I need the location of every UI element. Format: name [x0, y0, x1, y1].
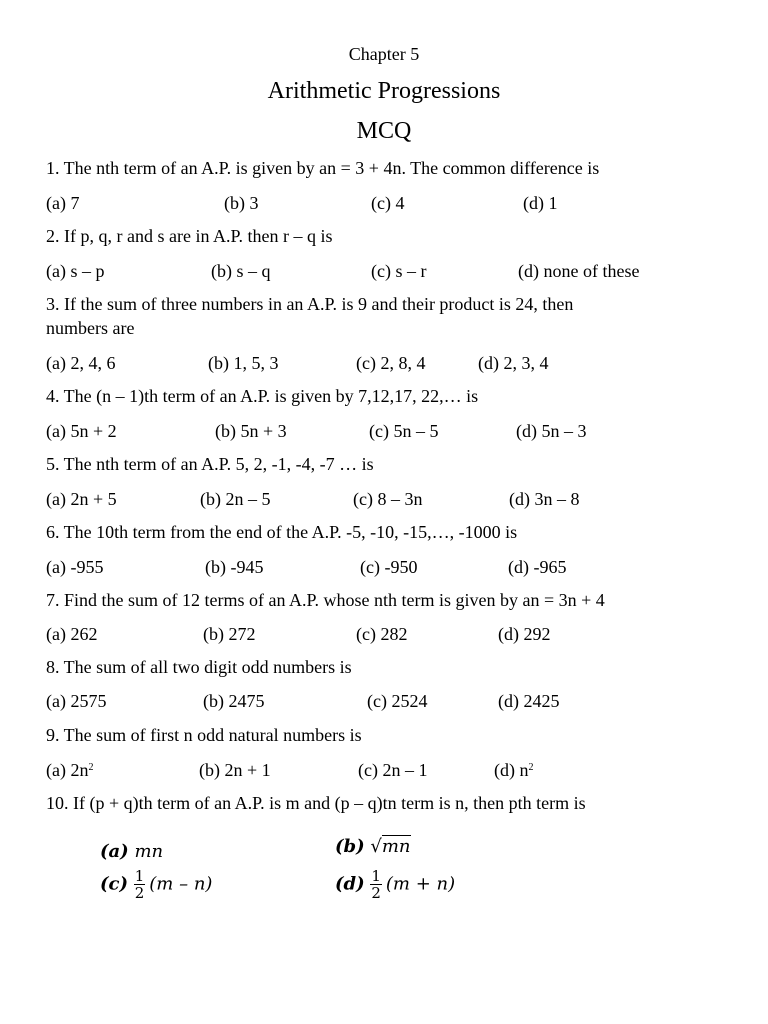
question-7: 7. Find the sum of 12 terms of an A.P. whose nth term is given by an = 3n + 4	[46, 590, 605, 610]
q10-option-c-expr: (m – n)	[149, 873, 213, 895]
q2-option-c: (c) s – r	[371, 261, 427, 281]
section-title: MCQ	[356, 118, 412, 144]
q5-option-a: (a) 2n + 5	[46, 489, 117, 509]
q6-option-d: (d) -965	[508, 557, 567, 577]
q1-option-d: (d) 1	[523, 193, 558, 213]
q4-option-b: (b) 5n + 3	[215, 421, 287, 441]
question-2: 2. If p, q, r and s are in A.P. then r – q is	[46, 226, 333, 246]
q7-option-c: (c) 282	[356, 624, 408, 644]
q7-option-b: (b) 272	[203, 624, 256, 644]
q10-option-c	[100, 868, 212, 901]
question-8: 8. The sum of all two digit odd numbers is	[46, 657, 352, 677]
q4-option-a: (a) 5n + 2	[46, 421, 117, 441]
q9-option-b: (b) 2n + 1	[199, 760, 271, 780]
q4-option-c: (c) 5n – 5	[369, 421, 439, 441]
q8-option-c: (c) 2524	[367, 691, 428, 711]
q9-option-a-exponent: 2	[88, 762, 94, 773]
q3-option-c: (c) 2, 8, 4	[356, 353, 426, 373]
q6-option-b: (b) -945	[205, 557, 264, 577]
question-6: 6. The 10th term from the end of the A.P. -5, -10, -15,…, -1000 is	[46, 522, 518, 542]
q6-option-a: (a) -955	[46, 557, 104, 577]
q6-option-c: (c) -950	[360, 557, 418, 577]
q2-option-d: (d) none of these	[518, 261, 640, 281]
q3-option-d: (d) 2, 3, 4	[478, 353, 549, 373]
q10-option-a	[100, 841, 163, 862]
q8-option-d: (d) 2425	[498, 691, 560, 711]
q1-option-b: (b) 3	[224, 193, 259, 213]
q9-option-d: (d) $n^2$	[494, 760, 534, 780]
q10-option-a-expr: mn	[134, 841, 164, 862]
q10-option-d-label: (d)	[335, 873, 365, 895]
q9-option-d-exponent: 2	[528, 762, 534, 773]
q2-option-b: (b) s – q	[211, 261, 271, 281]
question-3: 3. If the sum of three numbers in an A.P. is 9 and their product is 24, then	[46, 294, 574, 314]
q9-option-c: (c) 2n – 1	[358, 760, 428, 780]
q7-option-d: (d) 292	[498, 624, 551, 644]
q10-option-b-label: (b)	[335, 836, 365, 857]
q10-option-c-fraction: $\frac{1}{2}$	[134, 867, 145, 902]
question-10: 10. If (p + q)th term of an A.P. is m and (p – q)tn term is n, then pth term is	[46, 793, 586, 813]
chapter-label: Chapter 5	[348, 44, 420, 64]
q10-option-d-fraction: $\frac{1}{2}$	[371, 867, 381, 902]
question-9: 9. The sum of first n odd natural numbers is	[46, 725, 362, 745]
q10-option-b-radical: √	[370, 836, 382, 857]
q8-option-b: (b) 2475	[203, 691, 265, 711]
q10-option-a-label: (a)	[100, 841, 129, 862]
q2-option-a: (a) s – p	[46, 261, 105, 281]
q1-option-a: (a) 7	[46, 193, 80, 213]
q10-option-d-expr: (m + n)	[385, 873, 456, 895]
q9-option-a: (a) $2n^2$	[46, 760, 94, 780]
q10-option-b	[335, 836, 411, 857]
q10-option-b-expr: mn	[381, 836, 411, 857]
q10-option-c-label: (c)	[100, 873, 128, 895]
q3-option-a: (a) 2, 4, 6	[46, 353, 116, 373]
question-4: 4. The (n – 1)th term of an A.P. is given by 7,12,17, 22,… is	[46, 386, 479, 406]
q4-option-d: (d) 5n – 3	[516, 421, 587, 441]
q3-option-b: (b) 1, 5, 3	[208, 353, 279, 373]
q5-option-c: (c) 8 – 3n	[353, 489, 423, 509]
q7-option-a: (a) 262	[46, 624, 98, 644]
q5-option-b: (b) 2n – 5	[200, 489, 271, 509]
q5-option-d: (d) 3n – 8	[509, 489, 580, 509]
question-5: 5. The nth term of an A.P. 5, 2, -1, -4, -7 … is	[46, 454, 374, 474]
q1-option-c: (c) 4	[371, 193, 405, 213]
q8-option-a: (a) 2575	[46, 691, 107, 711]
q10-option-d	[335, 868, 455, 901]
question-3-line-2: numbers are	[46, 318, 135, 338]
page-title: Arithmetic Progressions	[267, 78, 501, 104]
question-1: 1. The nth term of an A.P. is given by an = 3 + 4n. The common difference is	[46, 158, 600, 178]
